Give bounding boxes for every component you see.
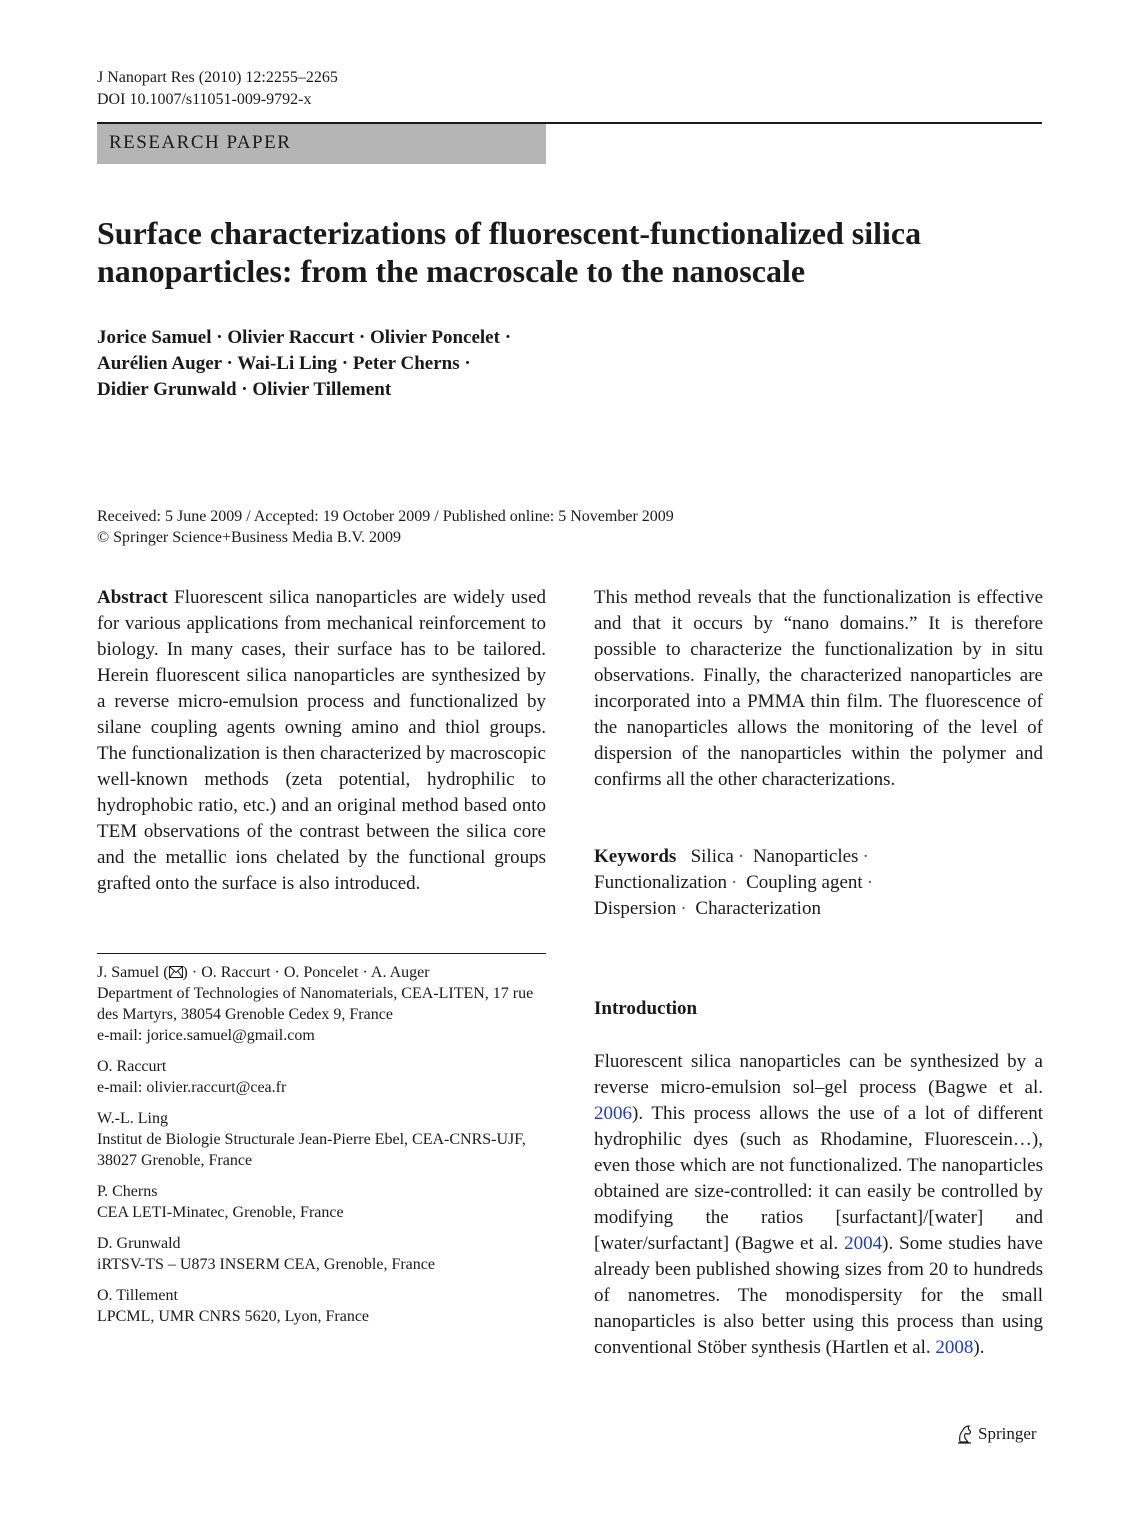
affiliation-names: D. Grunwald xyxy=(97,1235,181,1252)
affiliation-block xyxy=(97,1285,546,1327)
affiliation-names-start: J. Samuel ( xyxy=(97,964,169,981)
keyword: Coupling agent xyxy=(746,872,863,893)
abstract-left xyxy=(97,585,546,897)
authors-line-1: Jorice Samuel · Olivier Raccurt · Olivier Poncelet · xyxy=(97,327,512,348)
keyword: Functionalization xyxy=(594,872,727,893)
keywords-label: Keywords xyxy=(594,846,677,867)
affiliation-names xyxy=(97,962,546,983)
affiliation-email[interactable]: e-mail: jorice.samuel@gmail.com xyxy=(97,1027,315,1044)
affiliation-institution: Department of Technologies of Nanomaterials, CEA-LITEN, 17 rue des Martyrs, 38054 Grenoble Cedex 9, France xyxy=(97,985,534,1023)
affiliation-institution: iRTSV-TS – U873 INSERM CEA, Grenoble, France xyxy=(97,1256,435,1273)
journal-header xyxy=(97,67,338,111)
abstract-text-right: This method reveals that the functionalization is effective and that it occurs by “nano domains.” It is therefore possible to characterize the functionalization by in situ observations. Finally, the characterized nanoparticles are incorporated into a PMMA thin film. The fluorescence of the nanoparticles allows the monitoring of the level of dispersion of the nanoparticles within the polymer and confirms all the other characterizations. xyxy=(594,587,1043,790)
affiliation-names: O. Raccurt xyxy=(97,1058,167,1075)
affiliation-names-end: ) · O. Raccurt · O. Poncelet · A. Auger xyxy=(182,964,430,981)
affiliation-institution: Institut de Biologie Structurale Jean-Pierre Ebel, CEA-CNRS-UJF, 38027 Grenoble, France xyxy=(97,1131,526,1169)
abstract-text-left: Fluorescent silica nanoparticles are widely used for various applications from mechanical reinforcement to biology. In many cases, their surface has to be tailored. Herein fluorescent silica nanoparticles are synthesized by a reverse micro-emulsion process and functionalized by silane coupling agents owning amino and thiol groups. The functionalization is then characterized by macroscopic well-known methods (zeta potential, hydrophilic to hydrophobic ratio, etc.) and an original method based onto TEM observations of the contrast between the silica core and the metallic ions chelated by the functional groups grafted onto the surface is also introduced. xyxy=(97,587,546,894)
mail-icon xyxy=(169,966,183,978)
author-list xyxy=(97,325,697,403)
intro-text: ). Some studies have already been published showing sizes from 20 to hundreds of nanometres. The monodispersity for the small nanoparticles is also better using this process than using conventional Stöber synthesis (Hartlen et al. xyxy=(594,1233,1043,1358)
section-band xyxy=(97,124,546,164)
intro-text: ). This process allows the use of a lot of different hydrophilic dyes (such as Rhodamine, Fluorescein…), even those which are not functionalized. The nanoparticles obtained are size-controlled: it can easily be controlled by modifying the ratios [surfactant]/[water] and [water/surfactant] (Bagwe et al. xyxy=(594,1103,1043,1254)
citation-link[interactable]: 2006 xyxy=(594,1103,632,1124)
keyword: Nanoparticles xyxy=(752,846,859,867)
abstract-right xyxy=(594,585,1043,793)
citation-link[interactable]: 2008 xyxy=(935,1337,974,1358)
affiliation-block xyxy=(97,962,546,1046)
keyword: Characterization xyxy=(695,898,821,919)
received-dates: Received: 5 June 2009 / Accepted: 19 October 2009 / Published online: 5 November 2009 xyxy=(97,508,674,525)
paper-title xyxy=(97,214,1042,290)
affiliation-names: O. Tillement xyxy=(97,1287,178,1304)
affiliation-block xyxy=(97,1233,546,1275)
intro-text: ). xyxy=(973,1337,985,1358)
title-line-2: nanoparticles: from the macroscale to the nanoscale xyxy=(97,253,806,289)
keyword: Silica xyxy=(690,846,734,867)
affiliation-rule xyxy=(97,953,546,954)
authors-line-3: Didier Grunwald · Olivier Tillement xyxy=(97,379,392,400)
citation-link[interactable]: 2004 xyxy=(844,1233,883,1254)
journal-doi: DOI 10.1007/s11051-009-9792-x xyxy=(97,91,312,108)
affiliation-names: W.-L. Ling xyxy=(97,1110,168,1127)
affiliations xyxy=(97,962,546,1337)
title-line-1: Surface characterizations of fluorescent-functionalized silica xyxy=(97,215,922,251)
affiliation-institution: LPCML, UMR CNRS 5620, Lyon, France xyxy=(97,1308,370,1325)
affiliation-block xyxy=(97,1056,546,1098)
introduction-body xyxy=(594,1049,1043,1361)
introduction-heading: Introduction xyxy=(594,998,698,1019)
keywords: Keywords Silica · Nanoparticles · Functionalization · Coupling agent · Dispersion · Characterization xyxy=(594,846,874,919)
publication-dates xyxy=(97,506,674,548)
abstract-label: Abstract xyxy=(97,587,168,608)
springer-horse-icon xyxy=(956,1424,974,1444)
copyright-line: © Springer Science+Business Media B.V. 2009 xyxy=(97,529,401,546)
publisher-name: Springer xyxy=(978,1424,1037,1443)
authors-line-2: Aurélien Auger · Wai-Li Ling · Peter Cherns · xyxy=(97,353,471,374)
affiliation-institution: CEA LETI-Minatec, Grenoble, France xyxy=(97,1204,344,1221)
affiliation-block xyxy=(97,1108,546,1171)
affiliation-email[interactable]: e-mail: olivier.raccurt@cea.fr xyxy=(97,1079,287,1096)
journal-citation: J Nanopart Res (2010) 12:2255–2265 xyxy=(97,69,338,86)
intro-text: Fluorescent silica nanoparticles can be synthesized by a reverse micro-emulsion sol–gel process (Bagwe et al. xyxy=(594,1051,1043,1098)
keyword: Dispersion xyxy=(594,898,677,919)
section-label: RESEARCH PAPER xyxy=(109,132,292,153)
publisher-logo xyxy=(956,1424,1037,1444)
affiliation-names: P. Cherns xyxy=(97,1183,158,1200)
affiliation-block xyxy=(97,1181,546,1223)
